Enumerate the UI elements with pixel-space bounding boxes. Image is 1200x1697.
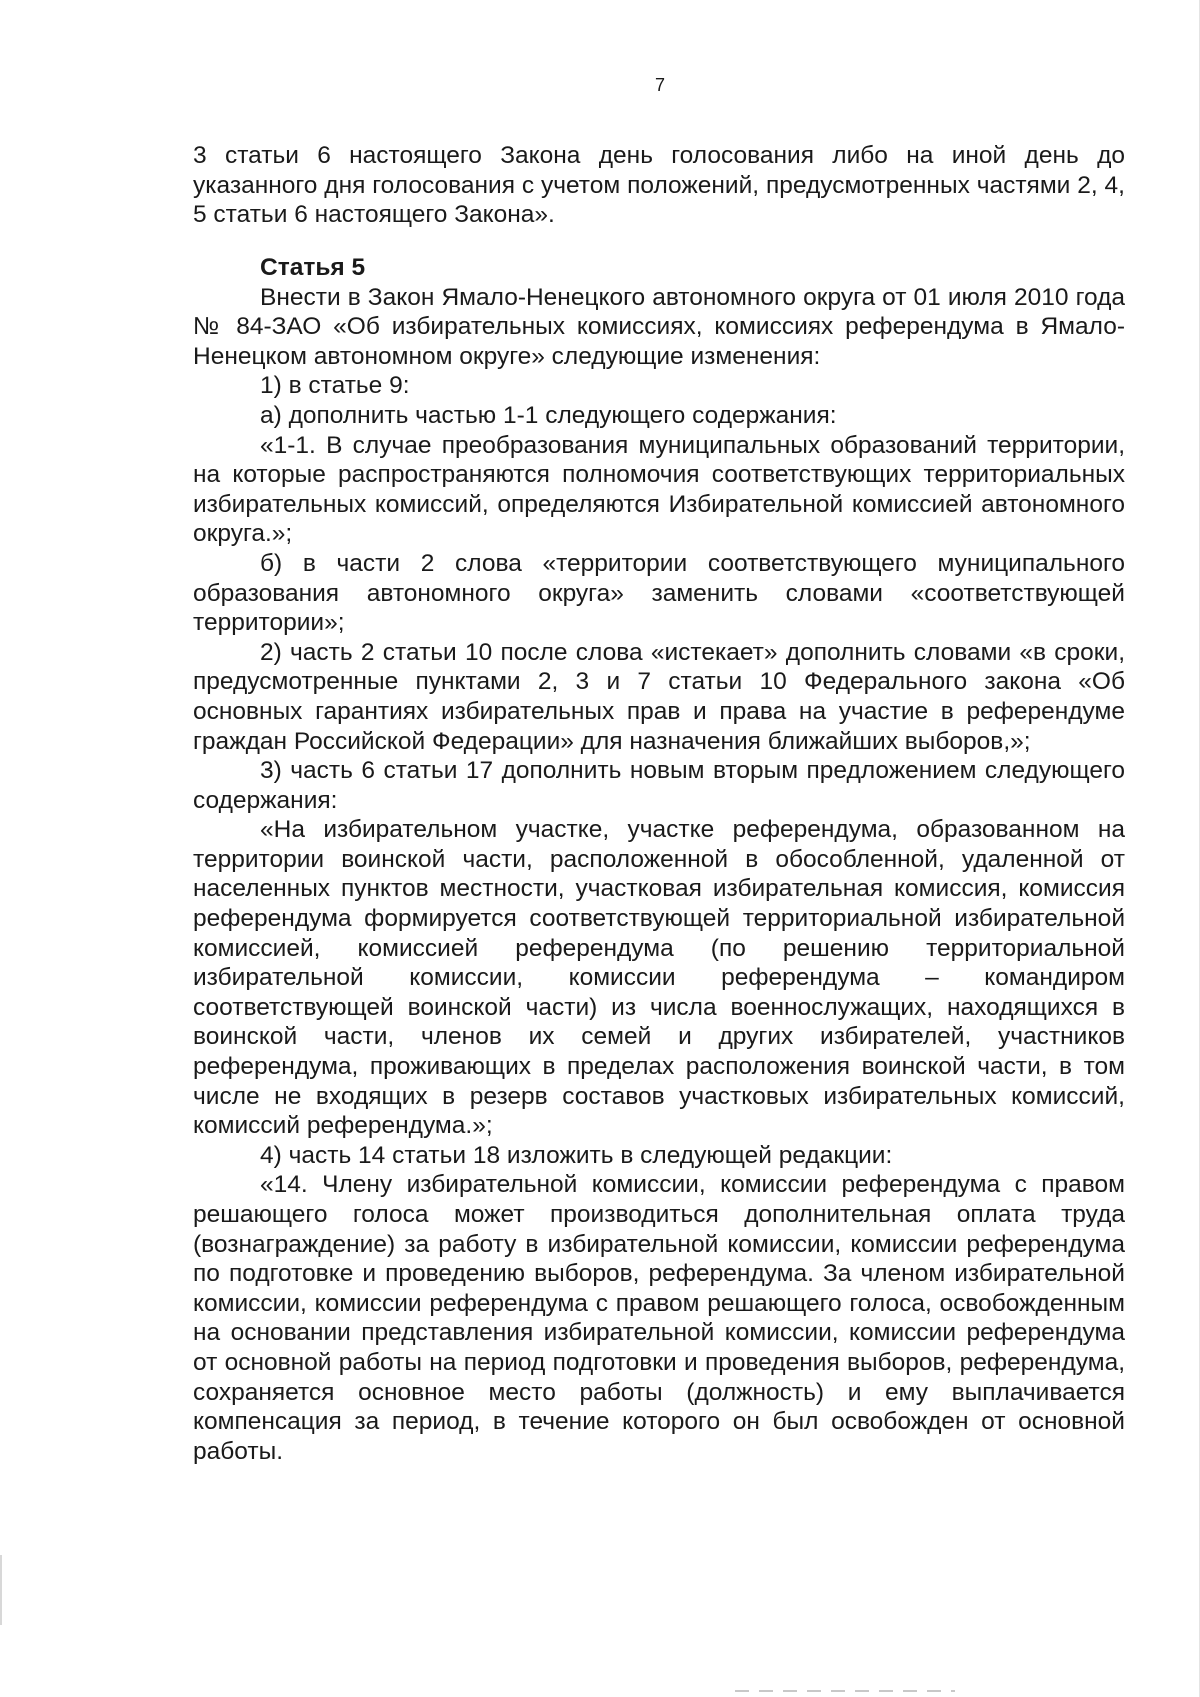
amendment-item-3: 3) часть 6 статьи 17 дополнить новым вторым предложением следующего содержания:	[193, 757, 1125, 814]
article-intro-paragraph: Внести в Закон Ямало-Ненецкого автономного округа от 01 июля 2010 года № 84-ЗАО «Об избирательных комиссиях, комиссиях референдума в Ямало-Ненецком автономном округе» следующие изменения:	[193, 283, 1125, 370]
amendment-item-4: 4) часть 14 статьи 18 изложить в следующей редакции:	[260, 1141, 893, 1169]
quoted-part-1-1: «1-1. В случае преобразования муниципальных образований территории, на которые распространяются полномочия соответствующих территориальных избирательных комиссий, определяются Избирательной комиссией автономного округа.»;	[193, 431, 1125, 548]
amendment-subitem-b: б) в части 2 слова «территории соответствующего муниципального образования автономного округа» заменить словами «соответствующей территории»;	[193, 549, 1125, 637]
quoted-sentence-military-unit: «На избирательном участке, участке референдума, образованном на территории воинской части, расположенной в обособленной, удаленной от населенных пунктов местности, участковая избирательная комиссия, комиссия референдума формируется соответствующей территориальной избирательной комиссией, комиссией референдума (по решению территориальной избирательной комиссии, комиссии референдума – командиром соответствующей воинской части) из числа военнослужащих, находящихся в воинской части, членов их семей и других избирателей, участников референдума, проживающих в пределах расположения воинской части, в том числе не входящих в резерв составов участковых избирательных комиссий, комиссий референдума.»;	[193, 816, 1125, 1140]
continuation-paragraph: 3 статьи 6 настоящего Закона день голосования либо на иной день до указанного дня голосования с учетом положений, предусмотренных частями 2, 4, 5 статьи 6 настоящего Закона».	[193, 142, 1125, 229]
article-5	[193, 253, 1125, 1466]
page-number: 7	[654, 75, 665, 95]
amendment-subitem-a: а) дополнить частью 1-1 следующего содержания:	[260, 401, 837, 429]
scan-edge-bottom	[735, 1690, 955, 1692]
article-heading: Статья 5	[260, 254, 366, 281]
continuation-block	[193, 141, 1125, 230]
amendment-item-2: 2) часть 2 статьи 10 после слова «истекает» дополнить словами «в сроки, предусмотренные пунктами 2, 3 и 7 статьи 10 Федерального закона «Об основных гарантиях избирательных прав и права на участие в референдуме граждан Российской Федерации» для назначения ближайших выборов,»;	[193, 638, 1125, 755]
quoted-part-14: «14. Члену избирательной комиссии, комиссии референдума с правом решающего голоса может производиться дополнительная оплата труда (вознаграждение) за работу в избирательной комиссии, комиссии референдума по подготовке и проведению выборов, референдума. За членом избирательной комиссии, комиссии референдума с правом решающего голоса, освобожденным на основании представления избирательной комиссии, комиссии референдума от основной работы на период подготовки и проведения выборов, референдума, сохраняется основное место работы (должность) и ему выплачивается компенсация за период, в течение которого он был освобожден от основной работы.	[193, 1171, 1125, 1465]
scan-edge-left	[0, 1555, 2, 1625]
amendment-item-1: 1) в статье 9:	[260, 372, 410, 400]
